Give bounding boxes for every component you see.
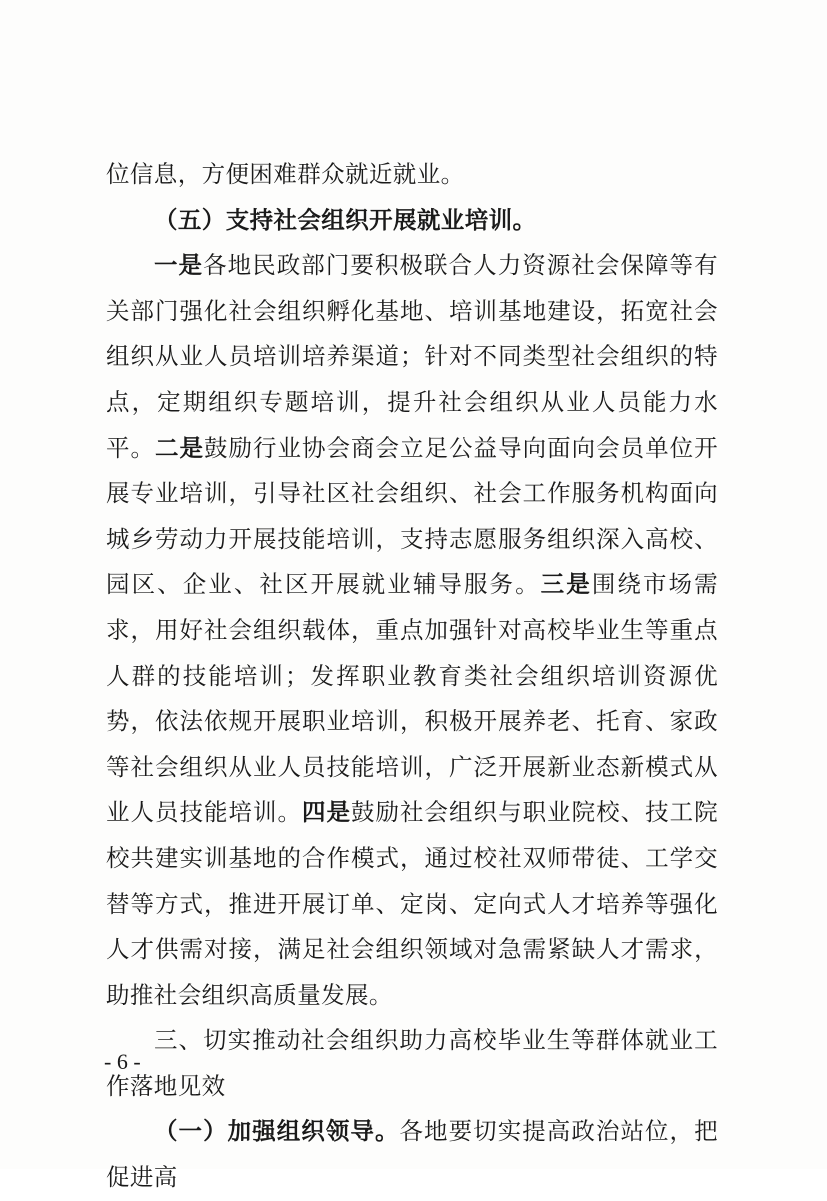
paragraph-text-4: 鼓励社会组织与职业院校、技工院校共建实训基地的合作模式，通过校社双师带徒、工学交替等方式，推进开展订单、定岗、定向式人才培养等强化人才供需对接，满足社会组织领域对急需紧缺人才需求，助推社会组织高质量发展。 [106,798,718,1009]
section-heading-5 [106,198,718,244]
paragraph-text-2: 鼓励行业协会商会立足公益导向面向会员单位开展专业培训，引导社区社会组织、社会工作服务机构面向城乡劳动力开展技能培训，支持志愿服务组织深入高校、园区、企业、社区开展就业辅导服务。 [106,433,718,599]
lead-third: 三是 [540,570,592,599]
paragraph-text-1: 各地民政部门要积极联合人力资源社会保障等有关部门强化社会组织孵化基地、培训基地建设，拓宽社会组织从业人员培训培养渠道；针对不同类型社会组织的特点，定期组织专题培训，提升社会组织从业人员能力水平。 [106,251,718,462]
lead-second: 二是 [155,433,205,462]
subsection-heading-1: （一）加强组织领导。 [154,1117,400,1146]
paragraph-text: 位信息，方便困难群众就近就业。 [106,160,465,188]
page-number: - 6 - [104,1049,141,1074]
chapter-heading-3 [106,1018,718,1109]
lead-first: 一是 [154,251,204,280]
paragraph-continuation [106,152,718,198]
section-heading-text: （五）支持社会组织开展就业培训。 [154,205,537,234]
chapter-heading-text: 三、切实推动社会组织助力高校毕业生等群体就业工作落地见效 [106,1026,718,1100]
document-body [106,152,718,1201]
lead-fourth: 四是 [302,798,352,827]
paragraph-training [106,243,718,1018]
paragraph-organization [106,1109,718,1200]
paragraph-text-5: 各地要切实提高政治站位，把促进高 [106,1117,718,1192]
paragraph-text-3: 围绕市场需求，用好社会组织载体，重点加强针对高校毕业生等重点人群的技能培训；发挥职业教育类社会组织培训资源优势，依法依规开展职业培训，积极开展养老、托育、家政等社会组织从业人员技能培训，广泛开展新业态新模式从业人员技能培训。 [106,570,718,827]
